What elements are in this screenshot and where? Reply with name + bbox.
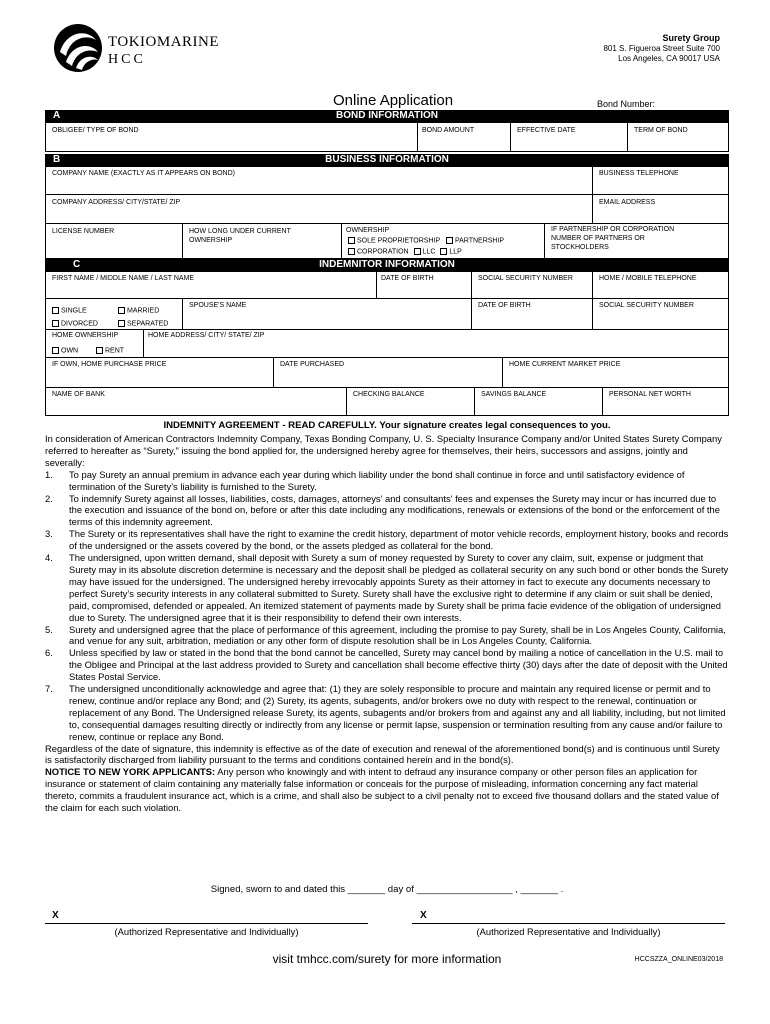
indemnitor-phone-label: HOME / MOBILE TELEPHONE bbox=[599, 275, 697, 282]
obligee-label: OBLIGEE/ TYPE OF BOND bbox=[52, 127, 139, 134]
agreement-item-number: 6. bbox=[45, 647, 53, 659]
signature-x-left: X bbox=[52, 910, 59, 921]
footer-visit: visit tmhcc.com/surety for more information bbox=[272, 952, 502, 966]
how-long-label-1: HOW LONG UNDER CURRENT bbox=[189, 228, 291, 235]
separated-checkbox[interactable] bbox=[118, 320, 125, 327]
agreement-item-text: The undersigned, upon written demand, shall deposit with Surety a sum of money requested by Surety to cover any claim, suit, expense or judgment that Surety may in its absolute discretion determine is necessary and the deposit shall be pledged as collateral security on any such bond or other bonds the Surety may have issued for the undersigned. The undersigned hereby irrevocably appoints Surety as their attorney in fact to execute any documents necessary to perfect Surety’s security interests in any collateral submitted to Surety. Surety shall have the exclusive right to determine if any claim or suit shall be denied, paid, compromised, defended or appealed. An itemized statement of payments made by Surety shall be prima facie evidence of the obligation of undersigned due to Surety. The undersigned agree that it is their responsibility to defend their own interests. bbox=[69, 552, 729, 623]
llc-label: LLC bbox=[422, 248, 436, 256]
agreement-item-number: 5. bbox=[45, 623, 53, 635]
term-field[interactable] bbox=[627, 122, 729, 152]
indemnitor-phone-field[interactable] bbox=[592, 271, 729, 299]
divorced-label: DIVORCED bbox=[61, 320, 98, 328]
agreement-body bbox=[45, 433, 729, 814]
llc-checkbox[interactable] bbox=[414, 248, 421, 255]
single-checkbox[interactable] bbox=[52, 307, 59, 314]
section-b-header bbox=[45, 154, 729, 166]
company-address-field[interactable] bbox=[45, 194, 593, 224]
date-purchased-field[interactable] bbox=[273, 357, 503, 388]
partnership-label: PARTNERSHIP bbox=[454, 237, 505, 245]
divorced-checkbox[interactable] bbox=[52, 320, 59, 327]
date-purchased-label: DATE PURCHASED bbox=[280, 361, 345, 368]
logo-emblem-icon bbox=[52, 22, 104, 74]
marital-row-1 bbox=[52, 307, 87, 315]
sole-checkbox[interactable] bbox=[348, 237, 355, 244]
agreement-item-text: To indemnify Surety against all losses, liabilities, costs, damages, attorneys' and consultants' fees and expenses the Surety may incur or has incurred due to the execution and issuance of the bond on, before or after this date including any modifications, renewals or extensions of the bond or the enforcement of the terms of this indemnity agreement. bbox=[69, 492, 720, 528]
home-address-label: HOME ADDRESS/ CITY/ STATE/ ZIP bbox=[148, 332, 265, 339]
checking-field[interactable] bbox=[346, 387, 475, 416]
own-checkbox[interactable] bbox=[52, 347, 59, 354]
marital-row-2b bbox=[118, 320, 168, 328]
agreement-item-number: 4. bbox=[45, 552, 53, 564]
corporation-label: CORPORATION bbox=[357, 248, 409, 256]
agreement-intro: In consideration of American Contractors Indemnity Company, Texas Bonding Company, U. S. Specialty Insurance Company and/or United States Surety Company referred to hereafter as “Surety,” issuing the bond applied for, the undersigned hereby agree for themselves, their heirs, successors and assigns, jointly and severally: bbox=[45, 433, 722, 468]
agreement-item bbox=[45, 647, 729, 683]
license-field[interactable] bbox=[45, 223, 183, 259]
company-name-label: COMPANY NAME (EXACTLY AS IT APPEARS ON BOND) bbox=[52, 170, 235, 177]
agreement-item-text: Surety and undersigned agree that the place of performance of this agreement, including the promise to pay Surety, shall be in Los Angeles County, California, and venue for any suit, arbitration, mediation or any other form of dispute resolution shall be in Los Angeles County, California. bbox=[69, 623, 726, 647]
married-checkbox[interactable] bbox=[118, 307, 125, 314]
agreement-item bbox=[45, 528, 729, 552]
section-b-title: BUSINESS INFORMATION bbox=[325, 154, 449, 165]
ny-notice bbox=[45, 766, 729, 814]
indemnitor-ssn-label: SOCIAL SECURITY NUMBER bbox=[478, 275, 573, 282]
spouse-ssn-field[interactable] bbox=[592, 298, 729, 330]
bank-name-field[interactable] bbox=[45, 387, 347, 416]
company-address-block bbox=[603, 32, 720, 64]
llp-checkbox[interactable] bbox=[440, 248, 447, 255]
ownership-row-1 bbox=[348, 237, 504, 245]
ownership-field bbox=[341, 223, 545, 259]
spouse-name-label: SPOUSE'S NAME bbox=[189, 302, 247, 309]
bank-name-label: NAME OF BANK bbox=[52, 391, 105, 398]
effective-date-label: EFFECTIVE DATE bbox=[517, 127, 576, 134]
net-worth-field[interactable] bbox=[602, 387, 729, 416]
section-a-title: BOND INFORMATION bbox=[335, 110, 439, 121]
indemnitor-dob-label: DATE OF BIRTH bbox=[381, 275, 434, 282]
savings-field[interactable] bbox=[474, 387, 603, 416]
agreement-items bbox=[45, 469, 729, 743]
address-line-1: 801 S. Figueroa Street Suite 700 bbox=[603, 44, 720, 53]
agreement-item bbox=[45, 469, 729, 493]
spouse-ssn-label: SOCIAL SECURITY NUMBER bbox=[599, 302, 694, 309]
partners-count-field[interactable] bbox=[544, 223, 729, 259]
signature-line-right[interactable] bbox=[412, 923, 725, 924]
section-c-header bbox=[45, 259, 729, 271]
purchase-price-field[interactable] bbox=[45, 357, 274, 388]
purchase-price-label: IF OWN, HOME PURCHASE PRICE bbox=[52, 361, 167, 368]
partners-label-1: IF PARTNERSHIP OR CORPORATION bbox=[551, 226, 675, 233]
corporation-checkbox[interactable] bbox=[348, 248, 355, 255]
indemnitor-name-label: FIRST NAME / MIDDLE NAME / LAST NAME bbox=[52, 275, 195, 282]
company-name-field[interactable] bbox=[45, 166, 593, 195]
checking-label: CHECKING BALANCE bbox=[353, 391, 425, 398]
indemnitor-ssn-field[interactable] bbox=[471, 271, 593, 299]
agreement-item bbox=[45, 493, 729, 529]
address-line-2: Los Angeles, CA 90017 USA bbox=[618, 54, 720, 63]
form-title: Online Application bbox=[333, 92, 454, 109]
agreement-item-number: 1. bbox=[45, 468, 53, 480]
business-phone-field[interactable] bbox=[592, 166, 729, 195]
separated-label: SEPARATED bbox=[127, 320, 169, 328]
agreement-item-text: The Surety or its representatives shall have the right to examine the credit history, department of motor vehicle records, employment history, books and records of the undersigned or the assets covered by the bond, or the assets pledged as collateral for the bond. bbox=[69, 528, 729, 552]
logo-wordmark: TOKIOMARINE bbox=[108, 34, 220, 50]
indemnitor-name-field[interactable] bbox=[45, 271, 377, 299]
license-label: LICENSE NUMBER bbox=[52, 228, 115, 235]
rent-checkbox[interactable] bbox=[96, 347, 103, 354]
agreement-item-number: 2. bbox=[45, 492, 53, 504]
marital-status-field bbox=[45, 298, 183, 330]
married-label: MARRIED bbox=[127, 307, 160, 315]
rent-label: RENT bbox=[105, 347, 125, 355]
sole-label: SOLE PROPRIETORSHIP bbox=[357, 237, 440, 245]
section-a-letter: A bbox=[53, 110, 61, 121]
ny-notice-label: NOTICE TO NEW YORK APPLICANTS: bbox=[45, 766, 216, 778]
company-address-label: COMPANY ADDRESS/ CITY/STATE/ ZIP bbox=[52, 199, 181, 206]
how-long-label-2: OWNERSHIP bbox=[189, 237, 233, 244]
logo-hcc: HCC bbox=[108, 52, 146, 67]
business-phone-label: BUSINESS TELEPHONE bbox=[599, 170, 679, 177]
agreement-item bbox=[45, 552, 729, 623]
bond-amount-label: BOND AMOUNT bbox=[422, 127, 475, 134]
agreement-item-number: 3. bbox=[45, 528, 53, 540]
how-long-field[interactable] bbox=[182, 223, 342, 259]
market-price-label: HOME CURRENT MARKET PRICE bbox=[509, 361, 621, 368]
own-option bbox=[52, 347, 78, 355]
ny-notice-text: Any person who knowingly and with intent to defraud any insurance company or other person files an application for insurance or statement of claim containing any materially false information or conceals for the purpose of misleading, information concerning any fact material thereto, commits a fraudulent insurance act, which is a crime, and shall also be subject to a civil penalty not to exceed five thousand dollars and the stated value of the claim for each such violation. bbox=[45, 766, 719, 814]
footer-code: HCCSZZA_ONLINE03/2018 bbox=[634, 956, 723, 963]
single-label: SINGLE bbox=[61, 307, 87, 315]
bond-amount-field[interactable] bbox=[417, 122, 511, 152]
ownership-label: OWNERSHIP bbox=[346, 227, 390, 234]
section-a-header bbox=[45, 110, 729, 122]
spouse-name-field[interactable] bbox=[182, 298, 472, 330]
bond-number-field[interactable] bbox=[660, 99, 730, 109]
section-b-letter: B bbox=[53, 154, 61, 165]
agreement-item-text: Unless specified by law or stated in the bond that the bond cannot be cancelled, Surety may cancel bond by mailing a notice of cancellation in the U.S. mail to the Obligee and Principal at the last address provided to Surety and cancellation shall become effective thirty (30) days after the date of deposit with the United States Postal Service. bbox=[69, 647, 728, 683]
agreement-item-text: To pay Surety an annual premium in advance each year during which liability under the bond shall continue in force and until satisfactory evidence of termination of the Surety’s liability is furnished to the Surety. bbox=[69, 468, 685, 492]
partnership-checkbox[interactable] bbox=[446, 237, 453, 244]
signature-caption-left: (Authorized Representative and Individually) bbox=[114, 926, 299, 937]
net-worth-label: PERSONAL NET WORTH bbox=[609, 391, 691, 398]
ownership-row-2 bbox=[348, 248, 462, 256]
marital-row-1b bbox=[118, 307, 159, 315]
group-name: Surety Group bbox=[662, 33, 720, 43]
spouse-dob-label: DATE OF BIRTH bbox=[478, 302, 531, 309]
home-ownership-field bbox=[45, 329, 144, 358]
bond-number-label: Bond Number: bbox=[597, 99, 656, 109]
section-c-title: INDEMNITOR INFORMATION bbox=[319, 259, 455, 270]
rent-option bbox=[96, 347, 124, 355]
agreement-heading: INDEMNITY AGREEMENT - READ CAREFULLY. Your signature creates legal consequences to you. bbox=[163, 420, 611, 431]
marital-row-2 bbox=[52, 320, 98, 328]
signature-x-right: X bbox=[420, 910, 427, 921]
home-address-field[interactable] bbox=[143, 329, 729, 358]
section-c-letter: C bbox=[73, 259, 81, 270]
own-label: OWN bbox=[61, 347, 79, 355]
agreement-item bbox=[45, 624, 729, 648]
signature-caption-right: (Authorized Representative and Individually) bbox=[476, 926, 661, 937]
spouse-dob-field[interactable] bbox=[471, 298, 593, 330]
agreement-item bbox=[45, 683, 729, 743]
market-price-field[interactable] bbox=[502, 357, 729, 388]
signature-line-left[interactable] bbox=[45, 923, 368, 924]
sworn-line[interactable]: Signed, sworn to and dated this _______ day of __________________ , _______ . bbox=[210, 884, 564, 895]
home-ownership-label: HOME OWNERSHIP bbox=[52, 332, 119, 339]
effective-date-field[interactable] bbox=[510, 122, 628, 152]
email-field[interactable] bbox=[592, 194, 729, 224]
agreement-item-number: 7. bbox=[45, 683, 53, 695]
partners-label-2: NUMBER OF PARTNERS OR bbox=[551, 235, 645, 242]
agreement-regardless: Regardless of the date of signature, this indemnity is effective as of the date of execution and renewal of the aforementioned bond(s) and is continuous until Surety is satisfactorily discharged from liability pursuant to the terms and conditions contained herein and in the bond(s). bbox=[45, 742, 720, 766]
savings-label: SAVINGS BALANCE bbox=[481, 391, 547, 398]
agreement-item-text: The undersigned unconditionally acknowledge and agree that: (1) they are solely responsible to procure and maintain any required license or permit and to renew, continue and/or replace any Bond; and (2) Surety, its agents, subagents, and/or brokers owe no duty with respect to the renewal, continuation or replacement of any Bond. The Undersigned release Surety, its agents, subagents and/or brokers from and against any and all liability, including, but not limited to, consequential damages resulting directly or indirectly from any license or permit lapse, suspension or termination resulting from any cause and/or failure to renew, continue or replace any Bond. bbox=[69, 683, 726, 742]
term-label: TERM OF BOND bbox=[634, 127, 688, 134]
company-logo bbox=[52, 22, 232, 74]
llp-label: LLP bbox=[449, 248, 462, 256]
obligee-field[interactable] bbox=[45, 122, 418, 152]
email-label: EMAIL ADDRESS bbox=[599, 199, 656, 206]
partners-label-3: STOCKHOLDERS bbox=[551, 244, 609, 251]
indemnitor-dob-field[interactable] bbox=[376, 271, 472, 299]
